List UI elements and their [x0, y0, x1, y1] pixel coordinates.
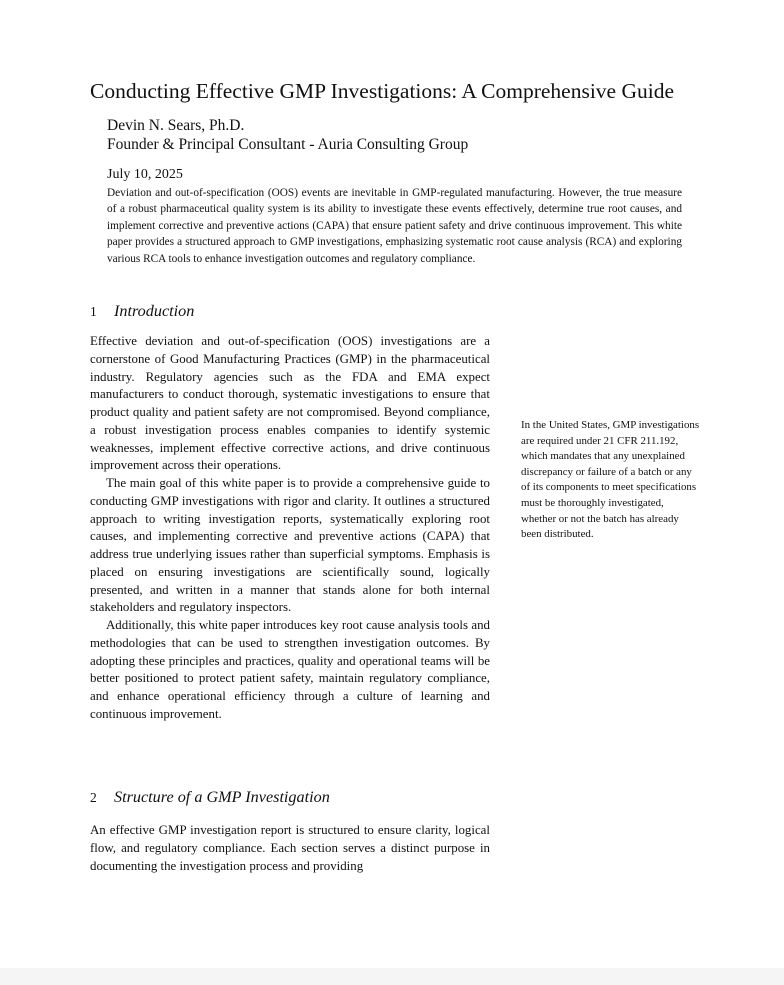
abstract: Deviation and out-of-specification (OOS) events are inevitable in GMP-regulated manufacturing. However, the true measure of a robust pharmaceutical quality system is its ability to investigate these events effectively, determine true root causes, and implement corrective and preventive actions (CAPA) that ensure patient safety and drive continuous improvement. This white paper provides a structured approach to GMP investigations, emphasizing systematic root cause analysis (RCA) and exploring various RCA tools to enhance investigation outcomes and regulatory compliance.: [107, 187, 682, 265]
section-title: Structure of a GMP Investigation: [114, 788, 330, 806]
author-affiliation: Founder & Principal Consultant - Auria Consulting Group: [107, 136, 469, 153]
section-number: 1: [90, 304, 97, 319]
section-number: 2: [90, 790, 97, 805]
section-body-structure: [90, 822, 490, 875]
margin-note: In the United States, GMP investigations are required under 21 CFR 211.192, which mandates that any unexplained discrepancy or failure of a batch or any of its components to meet specifications must be thoroughly investigated, whether or not the batch has already been distributed.: [521, 419, 700, 541]
page-bottom-edge: [0, 968, 784, 985]
paragraph: Effective deviation and out-of-specification (OOS) investigations are a cornerstone of Good Manufacturing Practices (GMP) in the pharmaceutical industry. Regulatory agencies such as the FDA and EMA expect manufacturers to conduct thorough, systematic investigations to ensure that product quality and patient safety are not compromised. Beyond compliance, a robust investigation process enables companies to identify systemic weaknesses, implement effective corrective actions, and drive continuous improvement across their operations.: [90, 334, 490, 473]
paragraph: The main goal of this white paper is to provide a comprehensive guide to conducting GMP investigations with rigor and clarity. It outlines a structured approach to writing investigation reports, systematically exploring root causes, and implementing corrective and preventive actions (CAPA) that address true underlying issues rather than superficial symptoms. Emphasis is placed on ensuring investigations are scientifically sound, logically presented, and written in a manner that stands alone for both internal stakeholders and regulatory inspectors.: [90, 476, 490, 615]
section-title: Introduction: [114, 302, 195, 320]
section-body-introduction: [90, 333, 490, 724]
section-heading-structure: [90, 787, 330, 808]
section-heading-introduction: [90, 301, 194, 322]
paragraph: Additionally, this white paper introduces key root cause analysis tools and methodologies that can be used to strengthen investigation outcomes. By adopting these principles and practices, quality and operational teams will be better positioned to protect patient safety, maintain regulatory compliance, and enhance operational efficiency through a culture of learning and continuous improvement.: [90, 618, 490, 721]
paragraph: An effective GMP investigation report is structured to ensure clarity, logical flow, and regulatory compliance. Each section serves a distinct purpose in documenting the investigation process and providing: [90, 823, 490, 873]
author-name: Devin N. Sears, Ph.D.: [107, 117, 245, 134]
document-date: July 10, 2025: [107, 167, 183, 182]
document-title: Conducting Effective GMP Investigations: A Comprehensive Guide: [90, 79, 675, 103]
